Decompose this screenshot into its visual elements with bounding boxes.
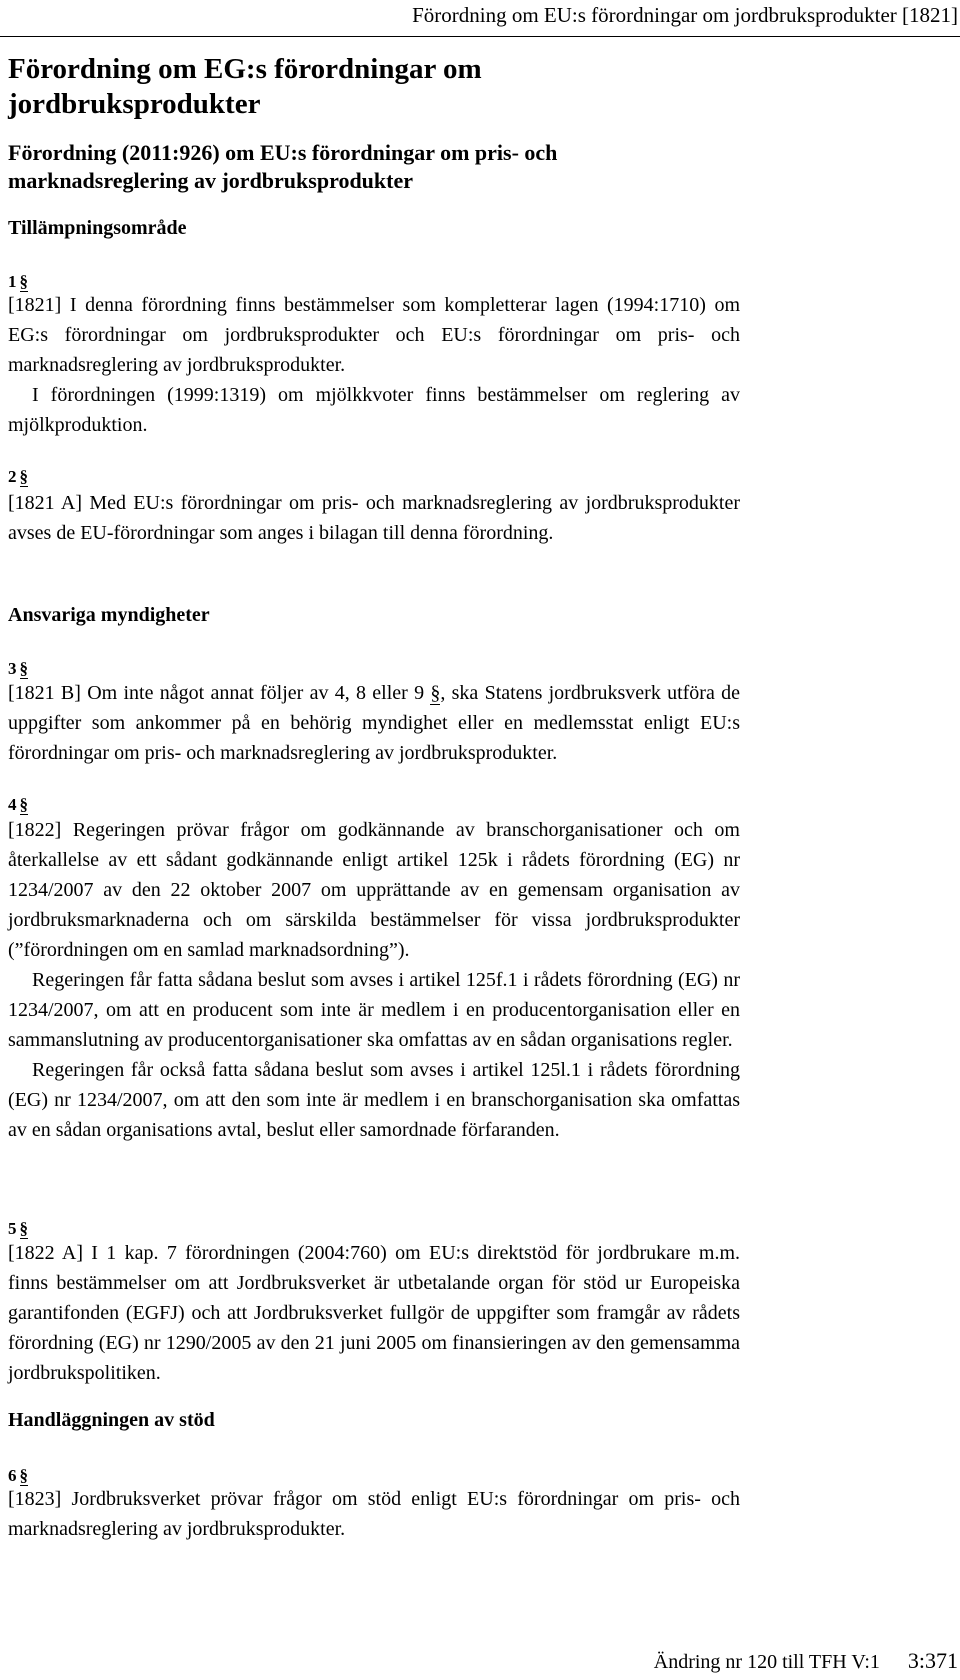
section-number-2[interactable] — [8, 467, 28, 487]
paragraph: [1822] Regeringen prövar frågor om godkännande av branschorganisationer och om återkallelse av ett sådant godkännande enligt artikel 125k i rådets förordning (EG) nr 1234/2007 av den 22 oktober 2007 om upprättande av en gemensam organisation av jordbruksmarknaderna och om särskilda bestämmelser för vissa jordbruksprodukter (”förordningen om en samlad marknadsordning”). — [8, 819, 740, 961]
section-number: 1 — [8, 272, 17, 291]
section-2-text — [8, 488, 740, 548]
section-number-6[interactable] — [8, 1466, 28, 1486]
paragraph — [8, 678, 740, 768]
section-number-4[interactable] — [8, 795, 28, 815]
amendment-note: Ändring nr 120 till TFH V:1 — [653, 1651, 880, 1673]
section-4-text — [8, 815, 740, 1145]
page-number: 3:371 — [907, 1648, 958, 1673]
section-1-text — [8, 290, 740, 440]
paragraph: [1821 A] Med EU:s förordningar om pris- och marknadsreglering av jordbruksprodukter avses de EU-förordningar som anges i bilagan till denna förordning. — [8, 492, 740, 544]
page-footer — [654, 1649, 958, 1674]
header-rule — [0, 36, 960, 37]
heading-authorities: Ansvariga myndigheter — [8, 604, 210, 626]
section-sign: § — [19, 467, 28, 486]
section-3-text — [8, 678, 740, 768]
paragraph: [1822 A] I 1 kap. 7 förordningen (2004:760) om EU:s direktstöd för jordbrukare m.m. finns bestämmelser om att Jordbruksverket är utbetalande organ för stöd ur Europeiska garantifonden (EGFJ) och att Jordbruksverket fullgör de uppgifter som framgår av rådets förordning (EG) nr 1290/2005 av den 21 juni 2005 om finansieringen av den gemensamma jordbrukspolitiken. — [8, 1242, 740, 1384]
section-number-1[interactable] — [8, 272, 28, 292]
section-number: 2 — [8, 467, 17, 486]
heading-scope: Tillämpningsområde — [8, 217, 187, 239]
section-number-3[interactable] — [8, 659, 28, 679]
paragraph: [1821] I denna förordning finns bestämmelser som kompletterar lagen (1994:1710) om EG:s förordningar om jordbruksprodukter och EU:s förordningar om pris- och marknadsreglering av jordbruksprodukter. — [8, 294, 740, 376]
section-number: 3 — [8, 659, 17, 678]
document-title: Förordning om EG:s förordningar om jordbruksprodukter — [8, 53, 482, 120]
section-sign: § — [19, 1466, 28, 1485]
heading-handling: Handläggningen av stöd — [8, 1409, 215, 1431]
section-5-text — [8, 1238, 740, 1388]
section-sign: § — [19, 659, 28, 678]
section-sign: § — [19, 1219, 28, 1238]
running-head: Förordning om EU:s förordningar om jordbruksprodukter [1821] — [412, 3, 958, 27]
paragraph: Regeringen får också fatta sådana beslut som avses i artikel 125l.1 i rådets förordning (EG) nr 1234/2007, om att den som inte är medlem i en branschorganisation ska omfattas av en sådan organisations avtal, beslut eller samordnade förfaranden. — [8, 1059, 740, 1141]
section-sign: § — [19, 272, 28, 291]
section-number: 5 — [8, 1219, 17, 1238]
section-6-text — [8, 1484, 740, 1544]
section-number-5[interactable] — [8, 1219, 28, 1239]
section-sign-link[interactable]: § — [430, 682, 441, 704]
section-number: 4 — [8, 795, 17, 814]
paragraph-text-end: , ska Statens jordbruksverk utföra de uppgifter som ankommer på en behörig myndighet eller en medlemsstat enligt EU:s förordningar om pris- och marknadsreglering av jordbruksprodukter. — [8, 682, 740, 764]
paragraph: Regeringen får fatta sådana beslut som avses i artikel 125f.1 i rådets förordning (EG) nr 1234/2007, om att en producent som inte är medlem i en producentorganisation eller en sammanslutning av producentorganisationer ska omfattas av en sådan organisations regler. — [8, 969, 740, 1051]
paragraph: [1823] Jordbruksverket prövar frågor om stöd enligt EU:s förordningar om pris- och marknadsreglering av jordbruksprodukter. — [8, 1488, 740, 1540]
section-number: 6 — [8, 1466, 17, 1485]
act-title: Förordning (2011:926) om EU:s förordningar om pris- och marknadsreglering av jordbruksprodukter — [8, 140, 558, 193]
paragraph-text-start: [1821 B] Om inte något annat följer av 4, 8 eller 9 — [8, 682, 431, 704]
paragraph: I förordningen (1999:1319) om mjölkkvoter finns bestämmelser om reglering av mjölkproduktion. — [8, 384, 740, 436]
section-sign: § — [19, 795, 28, 814]
